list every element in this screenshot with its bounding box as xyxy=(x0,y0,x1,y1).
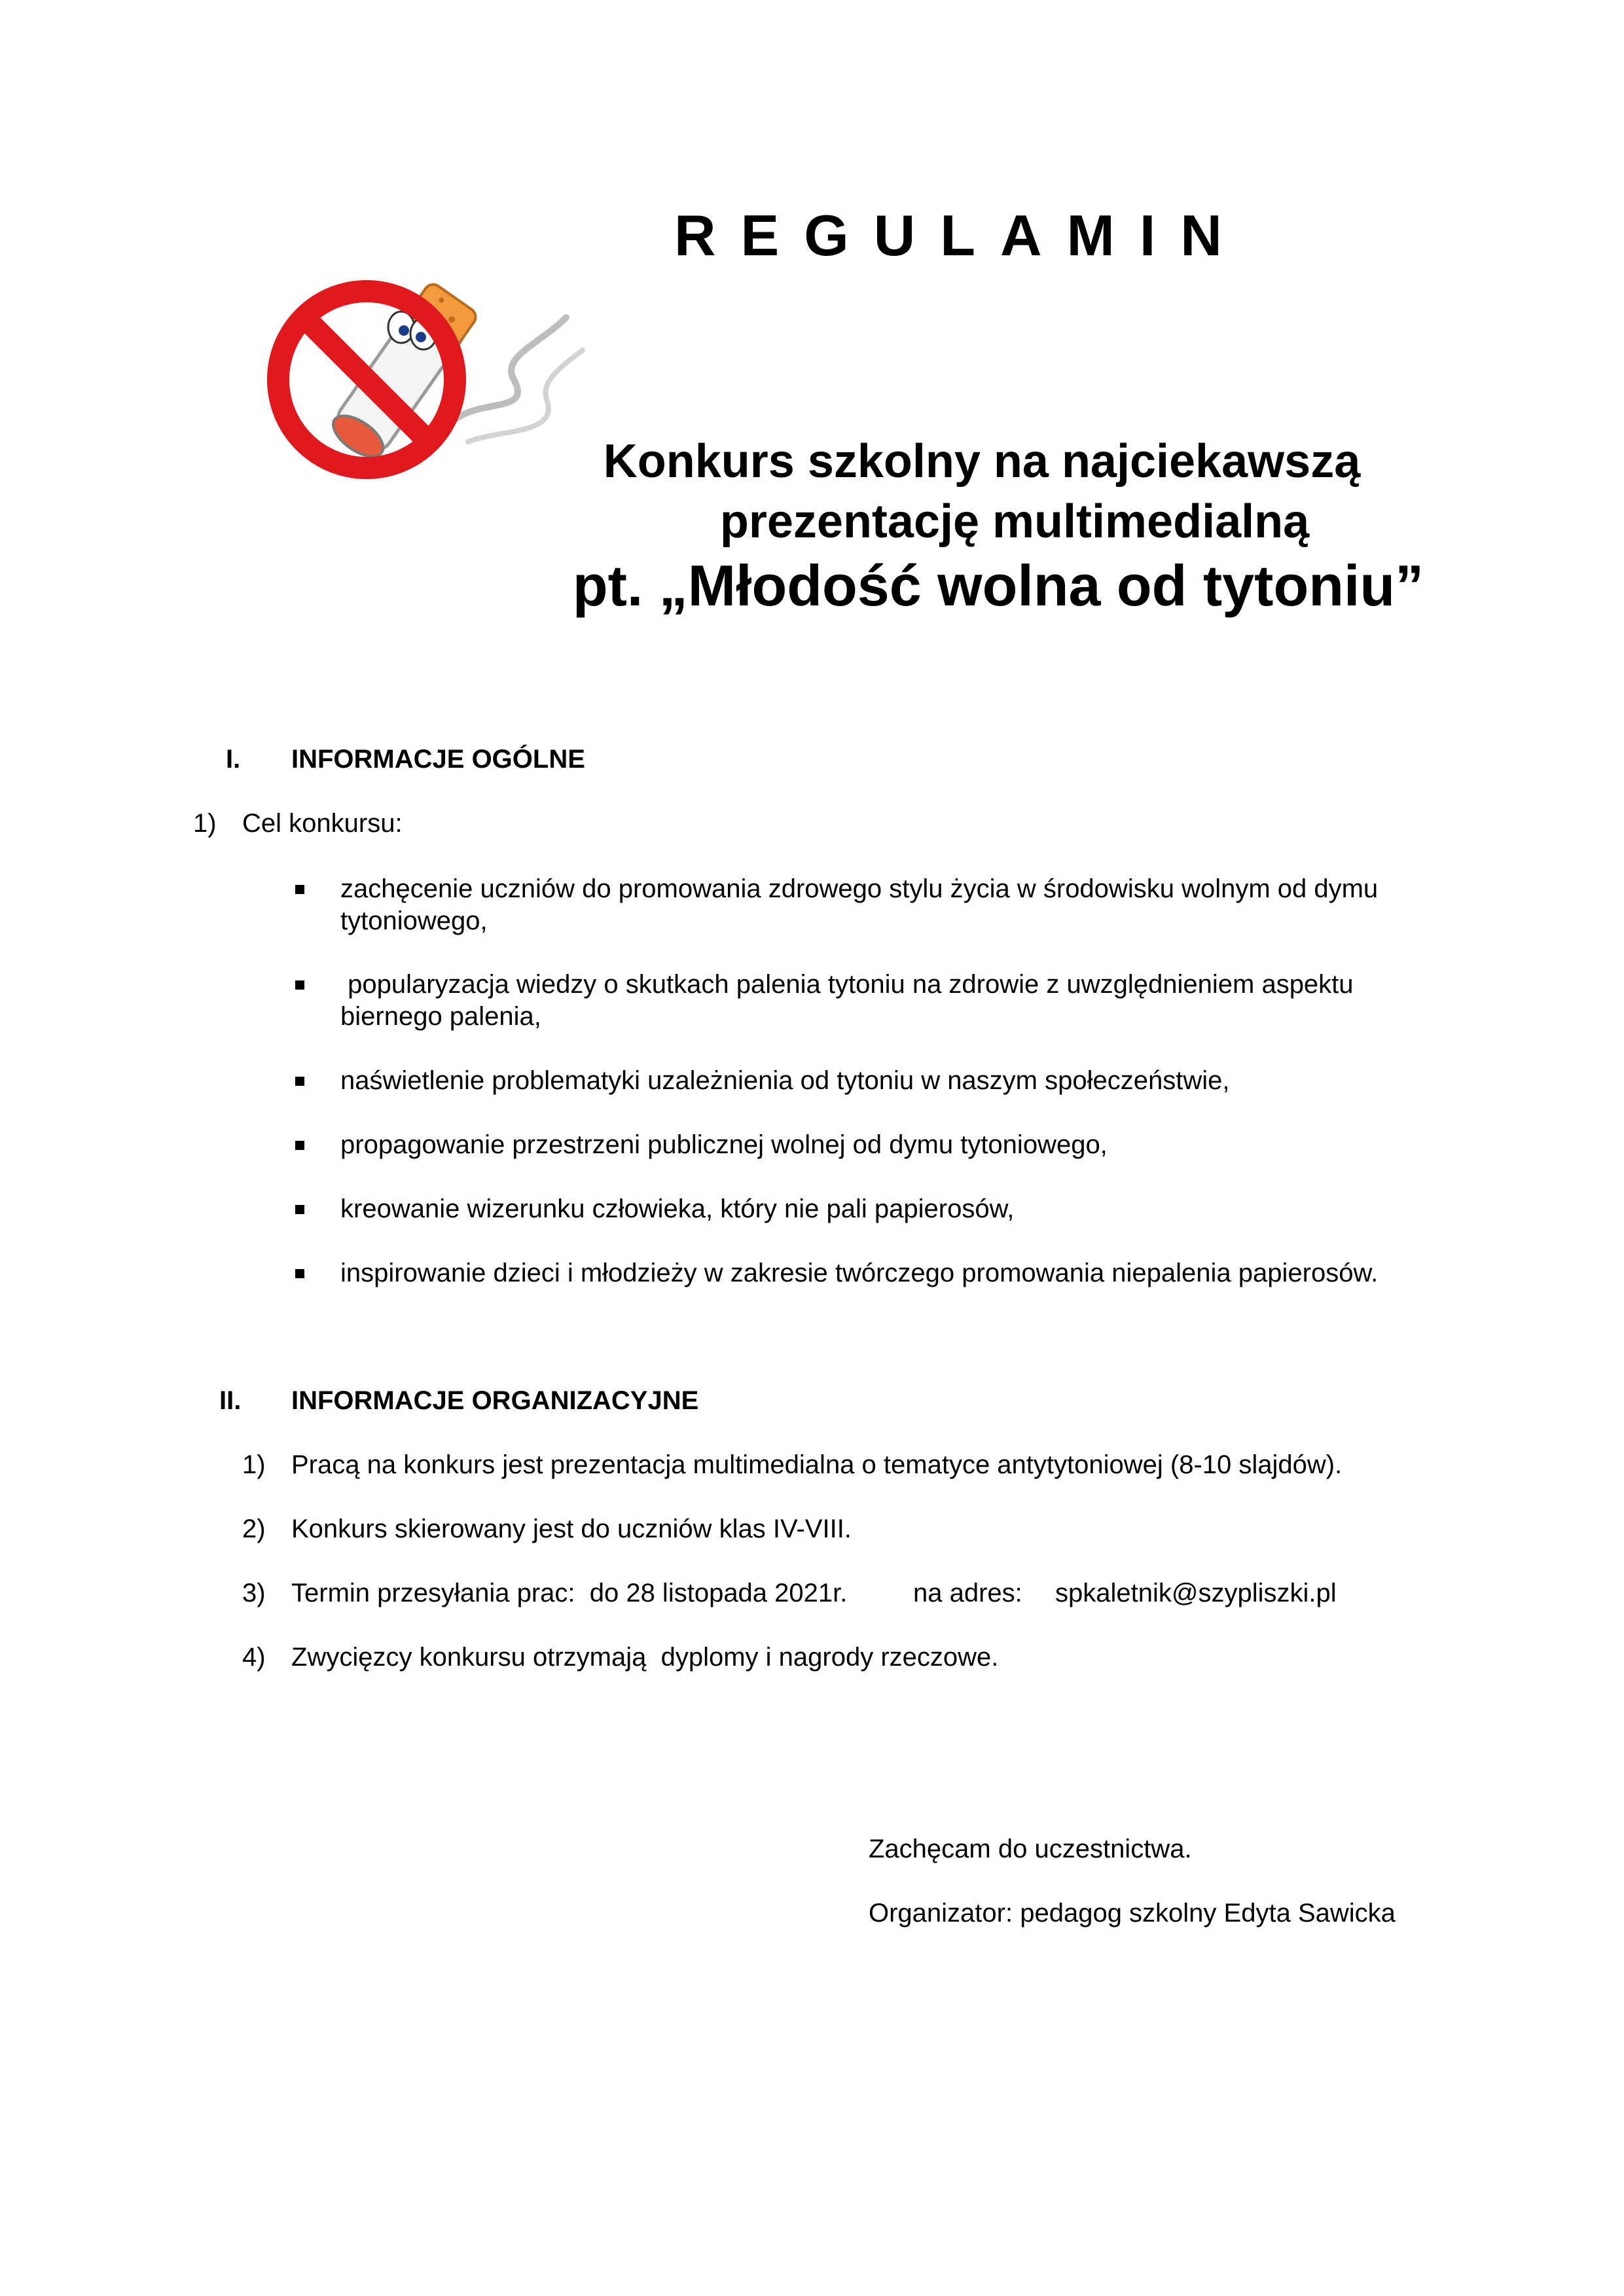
list-item-number: 3) xyxy=(242,1579,266,1607)
address-label: na adres: xyxy=(913,1579,1022,1607)
bullet-marker xyxy=(295,885,304,894)
bullet-text: inspirowanie dzieci i młodzieży w zakresie twórczego promowania niepalenia papierosów. xyxy=(340,1259,1379,1287)
list-item-text: Termin przesyłania prac: do 28 listopada 2021r. xyxy=(291,1579,848,1607)
document-title: REGULAMIN xyxy=(674,203,1247,268)
list-item-label: Cel konkursu: xyxy=(242,809,403,838)
list-item-text: Konkurs skierowany jest do uczniów klas IV-VIII. xyxy=(291,1515,852,1543)
subtitle-line-1: Konkurs szkolny na najciekawszą xyxy=(603,435,1361,488)
organizer-signature: Organizator: pedagog szkolny Edyta Sawicka xyxy=(869,1899,1396,1928)
bullet-text-cont: tytoniowego, xyxy=(340,906,488,935)
closing-invite: Zachęcam do uczestnictwa. xyxy=(869,1835,1192,1863)
list-item-number: 2) xyxy=(242,1515,266,1543)
bullet-marker xyxy=(295,1141,304,1150)
bullet-marker xyxy=(295,1269,304,1278)
list-item-number: 1) xyxy=(242,1450,266,1479)
section-1-heading: INFORMACJE OGÓLNE xyxy=(291,745,585,774)
bullet-text: zachęcenie uczniów do promowania zdrowego stylu życia w środowisku wolnym od dymu xyxy=(340,874,1379,903)
bullet-text: kreowanie wizerunku człowieka, który nie pali papierosów, xyxy=(340,1194,1015,1223)
section-1-numeral: I. xyxy=(226,745,241,774)
list-item-number: 1) xyxy=(193,809,217,838)
bullet-marker xyxy=(295,980,304,990)
list-item-text: Zwycięzcy konkursu otrzymają dyplomy i nagrody rzeczowe. xyxy=(291,1643,999,1672)
bullet-text: naświetlenie problematyki uzależnienia od tytoniu w naszym społeczeństwie, xyxy=(340,1066,1230,1095)
bullet-marker xyxy=(295,1077,304,1086)
list-item-text: Pracą na konkurs jest prezentacja multimedialna o tematyce antytytoniowej (8-10 slajdów). xyxy=(291,1450,1343,1479)
section-2-numeral: II. xyxy=(219,1386,242,1415)
email-link[interactable]: spkaletnik@szypliszki.pl xyxy=(1055,1579,1337,1607)
bullet-text-cont: biernego palenia, xyxy=(340,1002,541,1031)
section-2-heading: INFORMACJE ORGANIZACYJNE xyxy=(291,1386,699,1415)
bullet-marker xyxy=(295,1205,304,1214)
list-item-number: 4) xyxy=(242,1643,266,1672)
subtitle-line-2: prezentację multimedialną xyxy=(719,495,1310,548)
bullet-text: propagowanie przestrzeni publicznej wolnej od dymu tytoniowego, xyxy=(340,1130,1108,1159)
subtitle-line-3: pt. „Młodość wolna od tytoniu” xyxy=(572,553,1424,618)
bullet-text: popularyzacja wiedzy o skutkach palenia tytoniu na zdrowie z uwzględnieniem aspektu xyxy=(340,970,1354,999)
